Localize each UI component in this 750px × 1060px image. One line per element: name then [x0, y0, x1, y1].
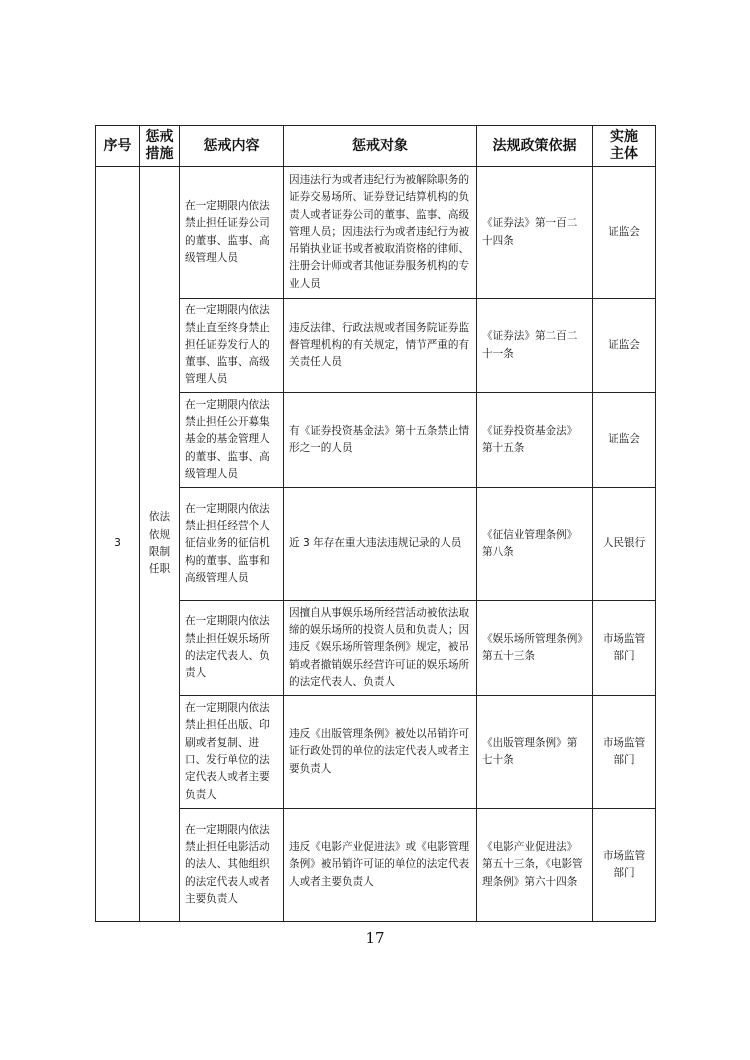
penalty-target: 违反《出版管理条例》被处以吊销许可证行政处罚的单位的法定代表人或者主要负责人 [284, 696, 477, 809]
legal-basis: 《电影产业促进法》第五十三条，《电影管理条例》第六十四条 [477, 809, 593, 922]
table-row [96, 809, 656, 922]
table-header-row [96, 126, 656, 167]
table-row [96, 601, 656, 696]
header-measure: 惩戒 措施 [140, 126, 180, 167]
legal-basis: 《证券法》第一百二十四条 [477, 167, 593, 299]
legal-basis: 《娱乐场所管理条例》第五十三条 [477, 601, 593, 696]
implementing-agency: 证监会 [593, 393, 656, 488]
table-row [96, 167, 656, 299]
penalty-content: 在一定期限内依法禁止担任经营个人征信业务的征信机构的董事、监事和高级管理人员 [180, 488, 284, 601]
penalty-content: 在一定期限内依法禁止直至终身禁止担任证券发行人的董事、监事、高级管理人员 [180, 299, 284, 393]
implementing-agency: 市场监管部门 [593, 601, 656, 696]
header-basis: 法规政策依据 [477, 126, 593, 167]
implementing-agency: 人民银行 [593, 488, 656, 601]
table-row [96, 393, 656, 488]
page-number: 17 [365, 929, 385, 947]
penalty-target: 因违法行为或者违纪行为被解除职务的证券交易场所、证券登记结算机构的负责人或者证券公司的董事、监事、高级管理人员；因违法行为或者违纪行为被吊销执业证书或者被取消资格的律师、注册会计师或者其他证券服务机构的专业人员 [284, 167, 477, 299]
header-index: 序号 [96, 126, 140, 167]
legal-basis: 《出版管理条例》第七十条 [477, 696, 593, 809]
penalty-content: 在一定期限内依法禁止担任电影活动的法人、其他组织的法定代表人或者主要负责人 [180, 809, 284, 922]
implementing-agency: 证监会 [593, 299, 656, 393]
implementing-agency: 证监会 [593, 167, 656, 299]
header-target: 惩戒对象 [284, 126, 477, 167]
header-agency: 实施 主体 [593, 126, 656, 167]
table-row [96, 299, 656, 393]
implementing-agency: 市场监管部门 [593, 696, 656, 809]
row-group-index: 3 [96, 167, 140, 922]
penalty-content: 在一定期限内依法禁止担任出版、印刷或者复制、进口、发行单位的法定代表人或者主要负责人 [180, 696, 284, 809]
penalty-target: 违反法律、行政法规或者国务院证券监督管理机构的有关规定，情节严重的有关责任人员 [284, 299, 477, 393]
penalty-target: 近 3 年存在重大违法违规记录的人员 [284, 488, 477, 601]
penalty-table [95, 125, 656, 922]
legal-basis: 《证券投资基金法》第十五条 [477, 393, 593, 488]
implementing-agency: 市场监管部门 [593, 809, 656, 922]
table-row [96, 696, 656, 809]
penalty-target: 违反《电影产业促进法》或《电影管理条例》被吊销许可证的单位的法定代表人或者主要负责人 [284, 809, 477, 922]
penalty-content: 在一定期限内依法禁止担任证券公司的董事、监事、高级管理人员 [180, 167, 284, 299]
legal-basis: 《征信业管理条例》第八条 [477, 488, 593, 601]
row-group-measure: 依法 依规 限制 任职 [140, 167, 180, 922]
table-row [96, 488, 656, 601]
penalty-target: 有《证券投资基金法》第十五条禁止情形之一的人员 [284, 393, 477, 488]
legal-basis: 《证券法》第二百二十一条 [477, 299, 593, 393]
header-content: 惩戒内容 [180, 126, 284, 167]
penalty-content: 在一定期限内依法禁止担任公开募集基金的基金管理人的董事、监事、高级管理人员 [180, 393, 284, 488]
penalty-content: 在一定期限内依法禁止担任娱乐场所的法定代表人、负责人 [180, 601, 284, 696]
penalty-target: 因擅自从事娱乐场所经营活动被依法取缔的娱乐场所的投资人员和负责人；因违反《娱乐场所管理条例》规定，被吊销或者撤销娱乐经营许可证的娱乐场所的法定代表人、负责人 [284, 601, 477, 696]
